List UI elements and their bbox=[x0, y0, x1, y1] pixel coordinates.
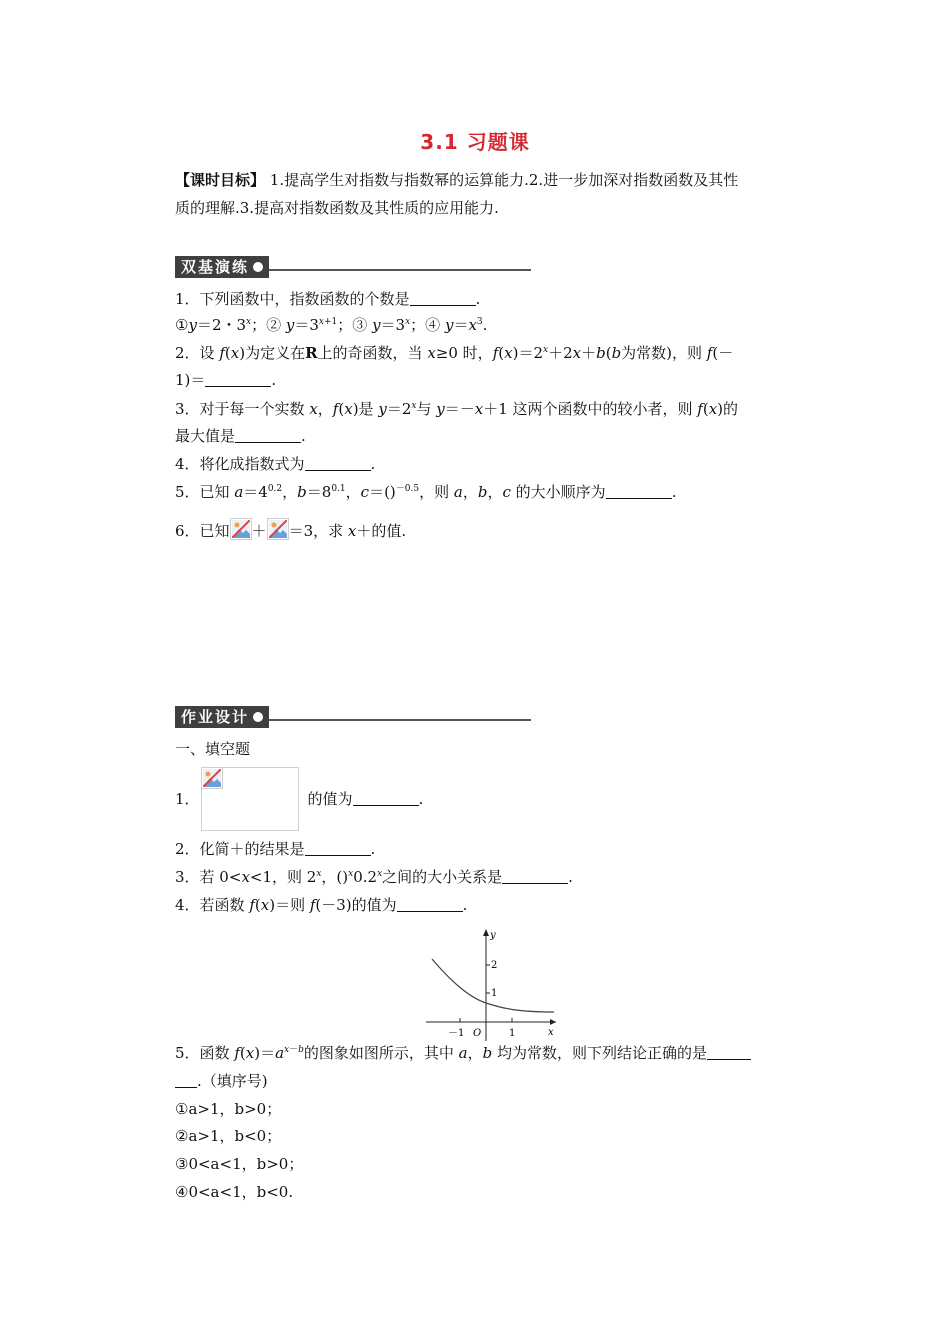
answer-blank[interactable] bbox=[175, 1071, 197, 1088]
tick-label-1: 1 bbox=[509, 1028, 516, 1039]
tick-label-y2: 2 bbox=[491, 960, 498, 971]
answer-blank[interactable] bbox=[606, 482, 672, 499]
homework-2: 2．化简＋的结果是 . bbox=[175, 840, 376, 858]
question-6: 6．已知 ＋ ＝3，求 x＋的值. bbox=[175, 518, 815, 544]
answer-blank[interactable] bbox=[502, 867, 568, 884]
section-header-homework bbox=[175, 706, 531, 728]
x-axis-label: x bbox=[548, 1027, 554, 1038]
y-axis-arrow bbox=[483, 929, 489, 936]
exponential-graph bbox=[420, 925, 565, 1045]
answer-blank[interactable] bbox=[353, 789, 419, 806]
answer-blank[interactable] bbox=[410, 289, 476, 306]
dot-icon bbox=[253, 262, 263, 272]
answer-blank[interactable] bbox=[305, 454, 371, 471]
page-title: 3.1 习题课 bbox=[420, 130, 530, 154]
x-axis-arrow bbox=[550, 1019, 556, 1025]
question-2: 2．设 f(x)为定义在R上的奇函数，当 x≥0 时，$f(x)=2^x+2x+b(b$为常数)，则 f(－ bbox=[175, 344, 734, 362]
option-4: ④0<a<1，b<0. bbox=[175, 1183, 294, 1201]
answer-blank[interactable] bbox=[397, 895, 463, 912]
origin-label: O bbox=[473, 1028, 482, 1039]
homework-3: 3．若 0<x<1，则 2$^x$，()$^x$0.2$^x$之间的大小关系是 . bbox=[175, 868, 573, 886]
option-1: ①a>1，b>0； bbox=[175, 1100, 282, 1118]
question-1-options: ①y＝2・3$^x$；② $y=3^{x+1}$；③ $y=3^x$；④ $y=x^3$. bbox=[175, 316, 488, 334]
question-2-cont: 1)＝ . bbox=[175, 371, 277, 389]
question-1: 1．下列函数中，指数函数的个数是 . bbox=[175, 290, 481, 308]
image-placeholder-icon bbox=[267, 518, 289, 540]
section-rule bbox=[269, 269, 531, 271]
homework-4: 4．若函数 f(x)＝则 f(－3)的值为 . bbox=[175, 896, 468, 914]
question-5: 5．已知 $a=4^{0.2}$，$b=8^{0.1}$，c＝()$^{-0.5}$，则 a，b，c 的大小顺序为 . bbox=[175, 483, 677, 501]
y-axis-label: y bbox=[490, 930, 496, 941]
goals-line-2: 质的理解.3.提高对指数函数及其性质的应用能力. bbox=[175, 199, 499, 217]
section-label: 双基演练 bbox=[181, 258, 250, 276]
option-2: ②a>1，b<0； bbox=[175, 1127, 282, 1145]
goals-label: 【课时目标】 bbox=[175, 171, 266, 189]
tick-label-y1: 1 bbox=[491, 988, 498, 999]
section-rule bbox=[269, 719, 531, 721]
question-4: 4．将化成指数式为 . bbox=[175, 455, 376, 473]
dot-icon bbox=[253, 712, 263, 722]
question-3-cont: 最大值是 . bbox=[175, 427, 306, 445]
answer-blank[interactable] bbox=[205, 370, 271, 387]
homework-5: 5．函数 $f(x)=a^{x-b}$的图象如图所示，其中 a，b 均为常数，则下列结论正确的是 bbox=[175, 1040, 815, 1066]
question-3: 3．对于每一个实数 x，f(x)是 $y=2^x$与 y＝－x＋1 这两个函数中的较小者，则 f(x)的 bbox=[175, 400, 739, 418]
section-label: 作业设计 bbox=[181, 708, 250, 726]
lesson-goals bbox=[175, 166, 815, 222]
option-3: ③0<a<1，b>0； bbox=[175, 1155, 304, 1173]
image-placeholder-icon bbox=[230, 518, 252, 540]
tick-label-neg1: －1 bbox=[448, 1028, 465, 1039]
section-header-basic-drill bbox=[175, 256, 531, 278]
subsection-fill-blank: 一、填空题 bbox=[175, 740, 251, 758]
goals-line-1: 1.提高学生对指数与指数幂的运算能力.2.进一步加深对指数函数及其性 bbox=[269, 171, 739, 189]
answer-blank[interactable] bbox=[707, 1043, 751, 1060]
homework-1: 1． 的值为 . bbox=[175, 790, 424, 808]
homework-5-cont: .（填序号) bbox=[175, 1068, 815, 1094]
answer-blank[interactable] bbox=[235, 426, 301, 443]
answer-blank[interactable] bbox=[305, 839, 371, 856]
